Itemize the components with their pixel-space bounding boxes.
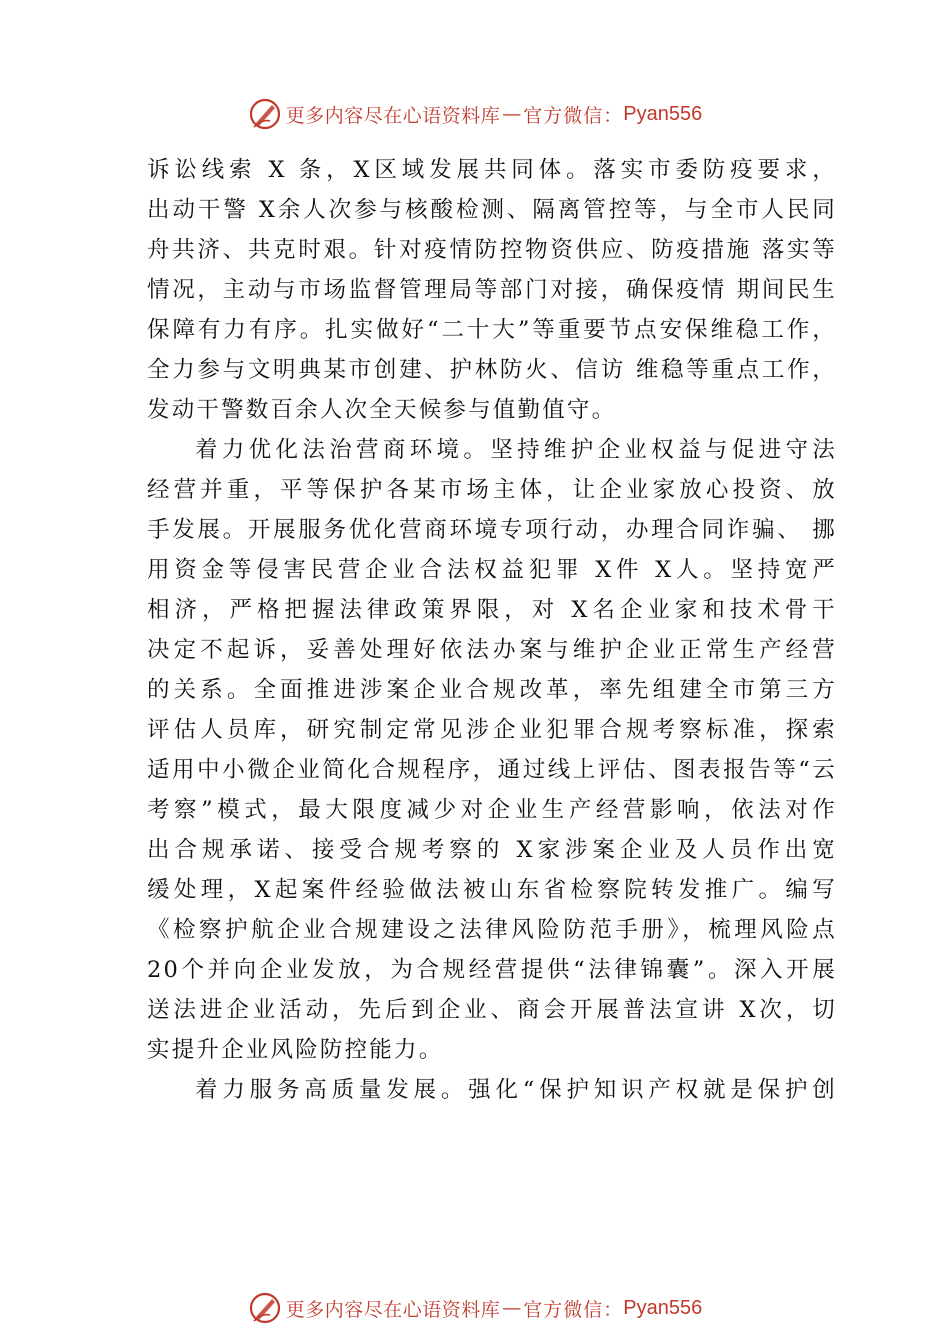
body-line: 评估人员库，研究制定常见涉企业犯罪合规考察标准，探索 [147, 717, 837, 743]
footer-dash: — [502, 1297, 522, 1319]
body-line: 缓处理，X起案件经验做法被山东省检察院转发推广。编写 [147, 877, 837, 903]
body-line: 舟共济、共克时艰。针对疫情防控物资供应、防疫措施 落实等 [147, 237, 837, 263]
header-banner [0, 94, 950, 134]
body-line: 《检察护航企业合规建设之法律风险防范手册》，梳理风险点 [147, 917, 837, 943]
body-line: 决定不起诉，妥善处理好依法办案与维护企业正常生产经营 [147, 637, 837, 663]
body-line: 出动干警 X余人次参与核酸检测、隔离管控等，与全市人民同 [147, 197, 837, 223]
body-line: 适用中小微企业简化合规程序，通过线上评估、图表报告等“云 [147, 757, 837, 783]
header-wechat-id: Pyan556 [623, 102, 703, 125]
document-body [147, 150, 837, 1110]
header-brand-text: 更多内容尽在心语资料库 [285, 104, 501, 127]
pen-logo-icon [248, 1291, 282, 1325]
body-line: 送法进企业活动，先后到企业、商会开展普法宣讲 X次，切 [147, 997, 837, 1023]
footer-wechat-id: Pyan556 [623, 1296, 703, 1319]
footer-brand-text: 更多内容尽在心语资料库 [285, 1298, 501, 1321]
body-line: 考察”模式，最大限度减少对企业生产经营影响，依法对作 [147, 797, 837, 823]
body-line: 出合规承诺、接受合规考察的 X家涉案企业及人员作出宽 [147, 837, 837, 863]
paragraph-start-line: 着力服务高质量发展。强化“保护知识产权就是保护创 [195, 1077, 837, 1103]
footer-official-label: 官方微信： [523, 1298, 624, 1321]
footer-banner [0, 1288, 950, 1328]
paragraph-start-line: 着力优化法治营商环境。坚持维护企业权益与促进守法 [195, 437, 837, 463]
body-line: 相济，严格把握法律政策界限，对 X名企业家和技术骨干 [147, 597, 837, 623]
body-line: 情况，主动与市场监督管理局等部门对接，确保疫情 期间民生 [147, 277, 837, 303]
body-line: 实提升企业风险防控能力。 [147, 1037, 444, 1063]
body-line: 发动干警数百余人次全天候参与值勤值守。 [147, 397, 617, 423]
body-line: 20个并向企业发放，为合规经营提供“法律锦囊”。深入开展 [147, 957, 837, 983]
body-line: 用资金等侵害民营企业合法权益犯罪 X件 X人。坚持宽严 [147, 557, 837, 583]
body-line: 全力参与文明典某市创建、护林防火、信访 维稳等重点工作， [147, 357, 837, 383]
body-line: 的关系。全面推进涉案企业合规改革，率先组建全市第三方 [147, 677, 837, 703]
body-line: 保障有力有序。扎实做好“二十大”等重要节点安保维稳工作， [147, 317, 837, 343]
body-line: 经营并重，平等保护各某市场主体，让企业家放心投资、放 [147, 477, 837, 503]
body-line: 诉讼线索 X 条，X区域发展共同体。落实市委防疫要求， [147, 157, 837, 183]
header-dash: — [502, 103, 522, 125]
body-line: 手发展。开展服务优化营商环境专项行动，办理合同诈骗、 挪 [147, 517, 837, 543]
pen-logo-icon [248, 97, 282, 131]
header-official-label: 官方微信： [523, 104, 624, 127]
